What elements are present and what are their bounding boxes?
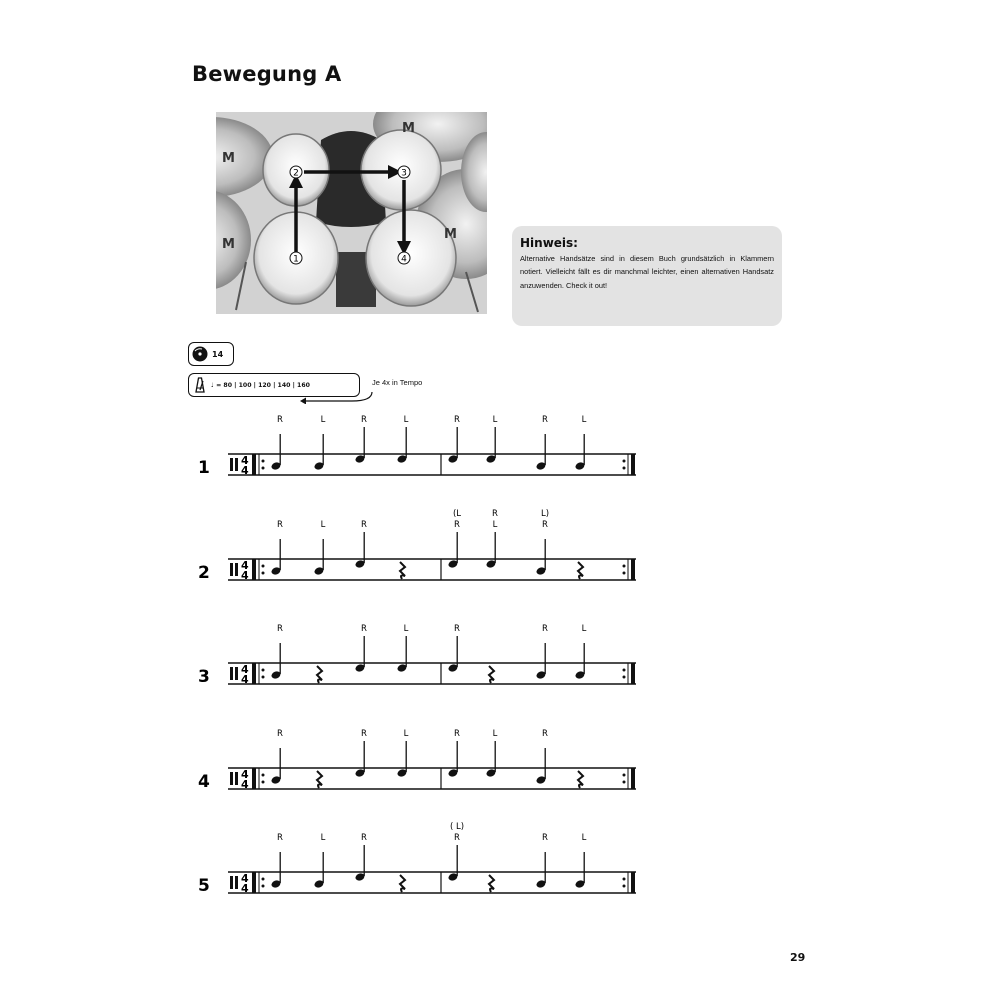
sticking-label: L [492, 520, 498, 530]
sticking-label: R [361, 520, 367, 530]
percussion-clef [230, 667, 233, 680]
sticking-label: R [277, 833, 283, 843]
repeat-dot [623, 878, 626, 881]
repeat-start-thick [252, 559, 256, 580]
sticking-label: R [542, 520, 548, 530]
exercise-number: 4 [198, 772, 210, 792]
exercise-number: 5 [198, 876, 210, 896]
repeat-dot [262, 565, 265, 568]
sticking-label: L [581, 415, 587, 425]
repeat-end-thick [631, 872, 635, 893]
quarter-rest [317, 771, 322, 788]
repeat-end-thick [631, 454, 635, 475]
sticking-label: L [581, 624, 587, 634]
time-signature-bottom: 4 [241, 778, 249, 791]
svg-text:M: M [222, 151, 235, 166]
repeat-dot [623, 460, 626, 463]
percussion-clef [230, 563, 233, 576]
sticking-label: R [277, 729, 283, 739]
exercise-number: 2 [198, 563, 210, 583]
time-signature-bottom: 4 [241, 673, 249, 686]
quarter-rest [400, 562, 405, 579]
sticking-label: R [277, 520, 283, 530]
sticking-label: L [403, 624, 409, 634]
position-label-1: 1 [293, 254, 299, 265]
sticking-label: L [320, 520, 326, 530]
sticking-label: R [542, 415, 548, 425]
repeat-dot [623, 572, 626, 575]
position-label-2: 2 [293, 168, 299, 179]
quarter-rest [489, 875, 494, 892]
time-signature-bottom: 4 [241, 464, 249, 477]
repeat-dot [623, 676, 626, 679]
sticking-label: R [454, 624, 460, 634]
time-signature-bottom: 4 [241, 882, 249, 895]
tempo-options: ♩ = 80 | 100 | 120 | 140 | 160 [211, 381, 310, 389]
repeat-start-thick [252, 663, 256, 684]
sticking-label: R [277, 624, 283, 634]
track-number: 14 [212, 349, 224, 359]
page-title: Bewegung A [192, 62, 342, 86]
repeat-dot [623, 774, 626, 777]
repeat-end-thick [631, 663, 635, 684]
svg-text:M: M [222, 237, 235, 252]
repeat-dot [623, 669, 626, 672]
alternate-sticking-label: ( L) [449, 822, 465, 832]
hint-title: Hinweis: [520, 236, 578, 250]
svg-text:M: M [402, 121, 415, 136]
percussion-clef [235, 772, 238, 785]
sticking-label: R [277, 415, 283, 425]
repeat-end-thick [631, 768, 635, 789]
percussion-clef [235, 458, 238, 471]
repeat-dot [262, 467, 265, 470]
sticking-label: R [361, 833, 367, 843]
repeat-dot [623, 781, 626, 784]
sticking-label: L [492, 729, 498, 739]
percussion-clef [230, 458, 233, 471]
sticking-label: R [361, 415, 367, 425]
sticking-label: R [542, 833, 548, 843]
alternate-sticking-label: (L [452, 509, 462, 519]
repeat-dot [262, 572, 265, 575]
quarter-rest [489, 666, 494, 683]
repeat-dot [262, 676, 265, 679]
repeat-dot [262, 460, 265, 463]
repeat-dot [623, 885, 626, 888]
repeat-dot [262, 669, 265, 672]
repeat-dot [623, 565, 626, 568]
quarter-rest [578, 562, 583, 579]
hint-text: Alternative Handsätze sind in diesem Buch grundsätzlich in Klammern notiert. Vielleicht fällt es dir manchmal leichter, einen alternativen Handsatz anzuwenden. Check it out! [520, 254, 774, 290]
time-signature-top: 4 [241, 768, 249, 781]
sticking-label: R [454, 729, 460, 739]
sticking-label: L [320, 415, 326, 425]
sticking-label: R [542, 729, 548, 739]
sticking-label: L [403, 729, 409, 739]
alternate-sticking-label: L) [540, 509, 550, 519]
repeat-start-thick [252, 454, 256, 475]
percussion-clef [235, 563, 238, 576]
repeat-dot [262, 774, 265, 777]
sticking-label: L [320, 833, 326, 843]
sticking-label: R [454, 415, 460, 425]
repeat-dot [262, 885, 265, 888]
exercise-number: 1 [198, 458, 210, 478]
repeat-dot [262, 878, 265, 881]
time-signature-bottom: 4 [241, 569, 249, 582]
percussion-clef [230, 772, 233, 785]
percussion-clef [230, 876, 233, 889]
sticking-label: R [542, 624, 548, 634]
time-signature-top: 4 [241, 872, 249, 885]
time-signature-top: 4 [241, 559, 249, 572]
alternate-sticking-label: R [492, 509, 498, 519]
tempo-note: Je 4x in Tempo [372, 378, 423, 387]
position-label-3: 3 [401, 168, 407, 179]
percussion-clef [235, 876, 238, 889]
quarter-rest [317, 666, 322, 683]
repeat-start-thick [252, 768, 256, 789]
sticking-label: R [454, 833, 460, 843]
time-signature-top: 4 [241, 663, 249, 676]
sticking-label: R [454, 520, 460, 530]
time-signature-top: 4 [241, 454, 249, 467]
sticking-label: L [581, 833, 587, 843]
sticking-label: R [361, 624, 367, 634]
svg-text:M: M [444, 227, 457, 242]
position-label-4: 4 [401, 254, 407, 265]
repeat-start-thick [252, 872, 256, 893]
repeat-dot [262, 781, 265, 784]
percussion-clef [235, 667, 238, 680]
repeat-end-thick [631, 559, 635, 580]
page-number: 29 [790, 951, 806, 964]
quarter-rest [400, 875, 405, 892]
sticking-label: L [492, 415, 498, 425]
sticking-label: R [361, 729, 367, 739]
repeat-dot [623, 467, 626, 470]
exercise-number: 3 [198, 667, 210, 687]
quarter-rest [578, 771, 583, 788]
sticking-label: L [403, 415, 409, 425]
